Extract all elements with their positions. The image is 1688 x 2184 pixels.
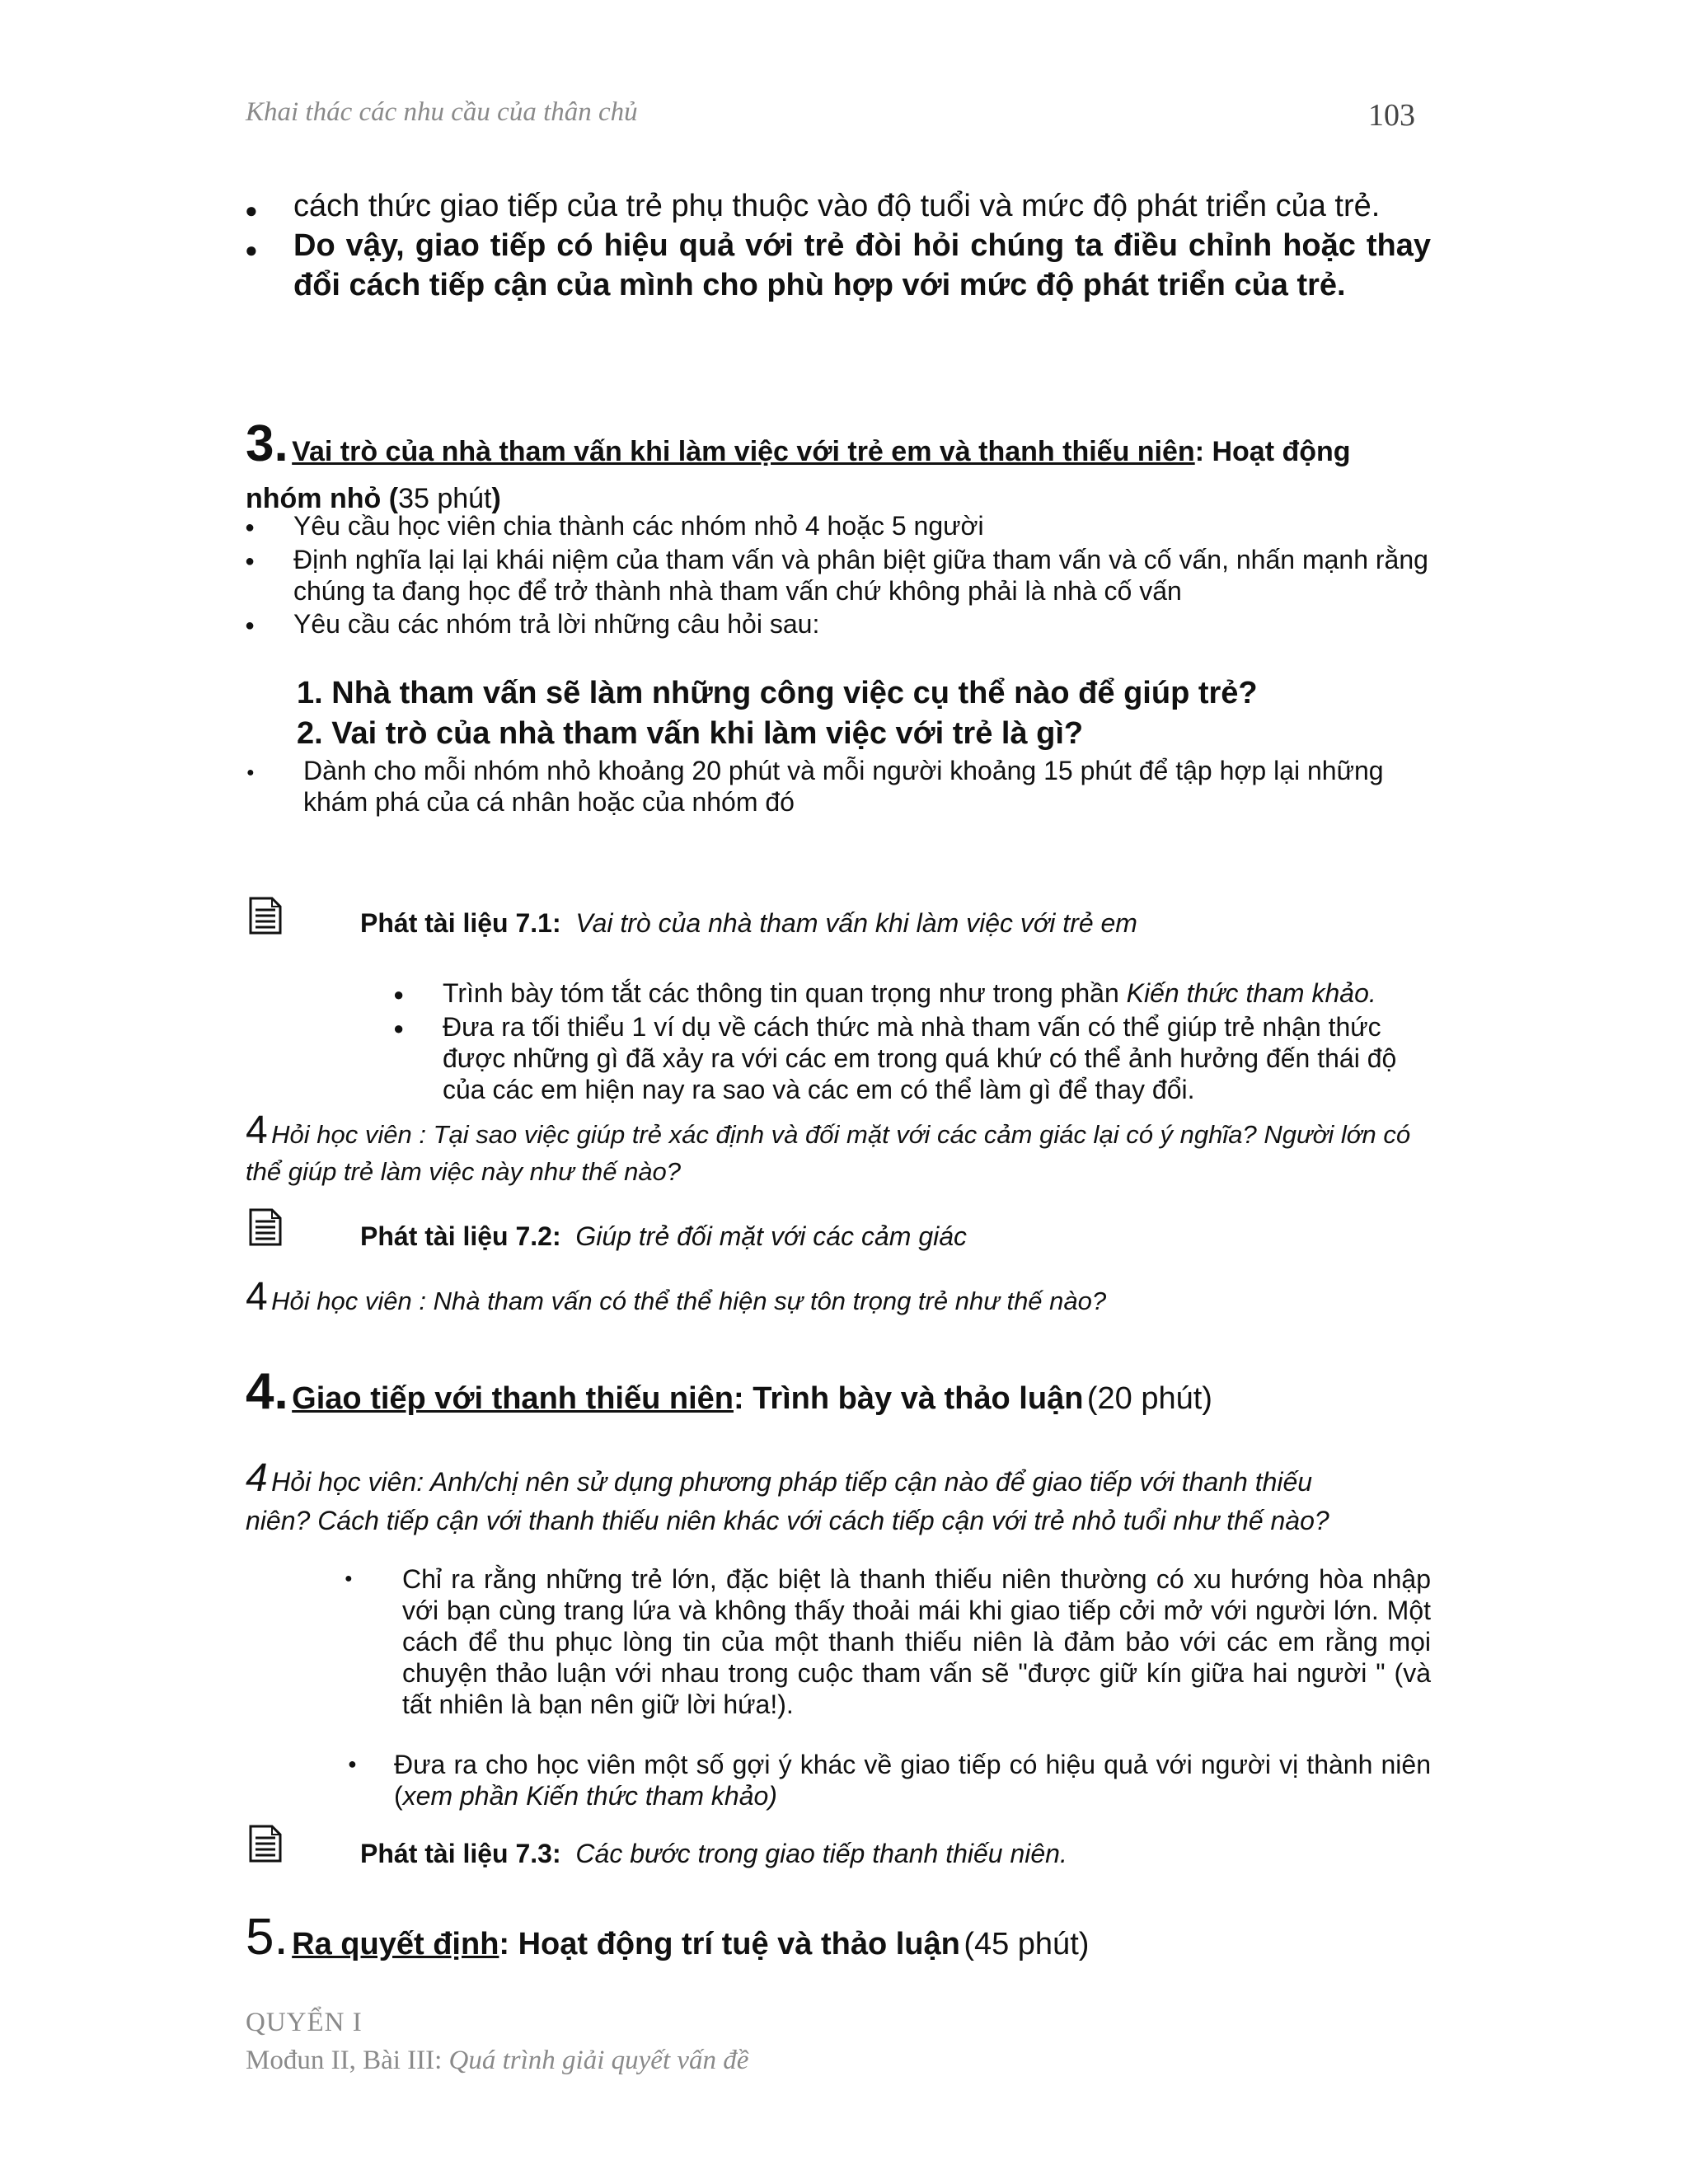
handout-7-3-title: Các bước trong giao tiếp thanh thiếu niên. — [575, 1839, 1067, 1868]
handout-7-2 — [360, 1221, 967, 1252]
question-1: 1. Nhà tham vấn sẽ làm những công việc cụ thể nào để giúp trẻ? — [297, 676, 1258, 710]
document-icon — [249, 1825, 282, 1863]
section-5-title-rest: : Hoạt động trí tuệ và thảo luận — [499, 1927, 960, 1961]
section-5-heading — [246, 1909, 1432, 1977]
section-3-bullet-2: Định nghĩa lại lại khái niệm của tham vấn và phân biệt giữa tham vấn và cố vấn, nhấn mạnh rằng chúng ta đang học để trở thành nhà tham vấn chứ không phải là nhà cố vấn — [293, 545, 1428, 606]
ask-learners-2 — [246, 1277, 1432, 1326]
ask-marker: 4 — [246, 1456, 268, 1500]
footer-lesson-title: Quá trình giải quyết vấn đề — [448, 2046, 749, 2075]
handout-7-1-title: Vai trò của nhà tham vấn khi làm việc với trẻ em — [575, 908, 1137, 938]
ask-marker: 4 — [246, 1275, 268, 1319]
intro-bullet-1: cách thức giao tiếp của trẻ phụ thuộc vào độ tuổi và mức độ phát triển của trẻ. — [293, 189, 1381, 223]
running-header: Khai thác các nhu cầu của thân chủ — [246, 97, 638, 127]
section-3-bullet-4: Dành cho mỗi nhóm nhỏ khoảng 20 phút và mỗi người khoảng 15 phút để tập hợp lại những khám phá của cá nhân hoặc của nhóm đó — [303, 756, 1384, 817]
handout-7-2-title: Giúp trẻ đối mặt với các cảm giác — [575, 1221, 968, 1251]
section-4-heading — [246, 1363, 1432, 1432]
handout-7-1-label: Phát tài liệu 7.1: — [360, 908, 561, 938]
section-4-number: 4. — [246, 1363, 288, 1420]
section-5-title: Ra quyết định — [292, 1927, 499, 1961]
ask-learners-3 — [246, 1456, 1383, 1544]
bullet-icon: ● — [393, 984, 405, 1005]
bullet-icon: ● — [348, 1755, 357, 1772]
section-3-title-close: ) — [491, 483, 501, 514]
bullet-icon: ● — [345, 1572, 353, 1586]
section-5-duration: (45 phút) — [964, 1927, 1090, 1961]
handout-7-1-bullet-2: Đưa ra tối thiểu 1 ví dụ về cách thức mà nhà tham vấn có thể giúp trẻ nhận thức được những gì đã xảy ra với các em trong quá khứ có thể ảnh hưởng đến thái độ của các em hiện nay ra sao và các em có thể làm gì để thay đổi. — [443, 1012, 1397, 1104]
ask-learners-1-text: Hỏi học viên : Tại sao việc giúp trẻ xác định và đối mặt với các cảm giác lại có ý nghĩa? Người lớn có thể giúp trẻ làm việc này như thế nào? — [246, 1120, 1411, 1186]
intro-bullet-2: Do vậy, giao tiếp có hiệu quả với trẻ đòi hỏi chúng ta điều chỉnh hoặc thay đổi cách tiếp cận của mình cho phù hợp với mức độ phát triển của trẻ. — [293, 228, 1431, 302]
handout-7-3 — [360, 1838, 1067, 1869]
ask-learners-3-text: Hỏi học viên: Anh/chị nên sử dụng phương pháp tiếp cận nào để giao tiếp với thanh thiếu niên? Cách tiếp cận với thanh thiếu niên khác với cách tiếp cận với trẻ nhỏ tuổi như thế nào? — [246, 1467, 1329, 1535]
section-3-title-rest: : Hoạt động nhóm nhỏ ( — [246, 436, 1351, 514]
section-3-title: Vai trò của nhà tham vấn khi làm việc với trẻ em và thanh thiếu niên — [292, 436, 1195, 467]
ask-marker: 4 — [246, 1108, 268, 1152]
bullet-icon: ● — [245, 552, 256, 570]
section-5-number: 5. — [246, 1909, 288, 1966]
handout-7-1-bullet-1-ref: Kiến thức tham khảo. — [1126, 978, 1376, 1008]
footer-module-name: Mođun II, Bài III: — [246, 2046, 449, 2075]
bullet-icon: ● — [245, 616, 256, 635]
bullet-icon: ● — [246, 766, 255, 780]
bullet-icon: ● — [393, 1018, 405, 1038]
ask-learners-1 — [246, 1108, 1432, 1193]
section-3-bullet-3: Yêu cầu các nhóm trả lời những câu hỏi sau: — [293, 609, 820, 639]
page-number: 103 — [1368, 98, 1415, 133]
footer-volume: QUYỂN I — [246, 2008, 363, 2037]
section-3-number: 3. — [246, 415, 288, 472]
section-4-title-rest: : Trình bày và thảo luận — [734, 1381, 1084, 1416]
section-3-heading — [246, 415, 1432, 525]
section-4-bullet-2-text: Đưa ra cho học viên một số gợi ý khác về giao tiếp có hiệu quả với người vị thành niên ( — [394, 1750, 1431, 1811]
handout-7-1-bullet-1-text: Trình bày tóm tắt các thông tin quan trọng như trong phần — [443, 978, 1127, 1008]
ask-learners-2-text: Hỏi học viên : Nhà tham vấn có thể thể hiện sự tôn trọng trẻ như thế nào? — [271, 1286, 1107, 1315]
section-3-duration: 35 phút — [398, 483, 492, 514]
handout-7-2-label: Phát tài liệu 7.2: — [360, 1221, 561, 1251]
footer-module — [246, 2046, 748, 2076]
section-4-bullet-2 — [394, 1749, 1431, 1811]
section-4-title: Giao tiếp với thanh thiếu niên — [292, 1381, 734, 1416]
bullet-icon: ● — [245, 518, 256, 537]
section-4-bullet-2-ref: xem phần Kiến thức tham khảo) — [402, 1781, 777, 1811]
handout-7-3-label: Phát tài liệu 7.3: — [360, 1839, 561, 1868]
handout-7-1-bullet-1 — [443, 977, 1432, 1009]
document-icon — [249, 1208, 282, 1246]
section-3-bullet-1: Yêu cầu học viên chia thành các nhóm nhỏ 4 hoặc 5 người — [293, 511, 984, 541]
bullet-icon: ● — [245, 198, 258, 223]
section-4-duration: (20 phút) — [1086, 1381, 1212, 1416]
section-4-bullet-1: Chỉ ra rằng những trẻ lớn, đặc biệt là thanh thiếu niên thường có xu hướng hòa nhập với bạn cùng trang lứa và không thấy thoải mái khi giao tiếp cởi mở với người lớn. Một cách để thu phục lòng tin của một thanh thiếu niên là đảm bảo với các em rằng mọi chuyện thảo luận với nhau trong cuộc tham vấn sẽ "được giữ kín giữa hai người " (và tất nhiên là bạn nên giữ lời hứa!). — [402, 1564, 1431, 1719]
question-2: 2. Vai trò của nhà tham vấn khi làm việc với trẻ là gì? — [297, 716, 1084, 751]
bullet-icon: ● — [245, 237, 258, 262]
document-icon — [249, 897, 282, 935]
handout-7-1 — [360, 907, 1137, 939]
